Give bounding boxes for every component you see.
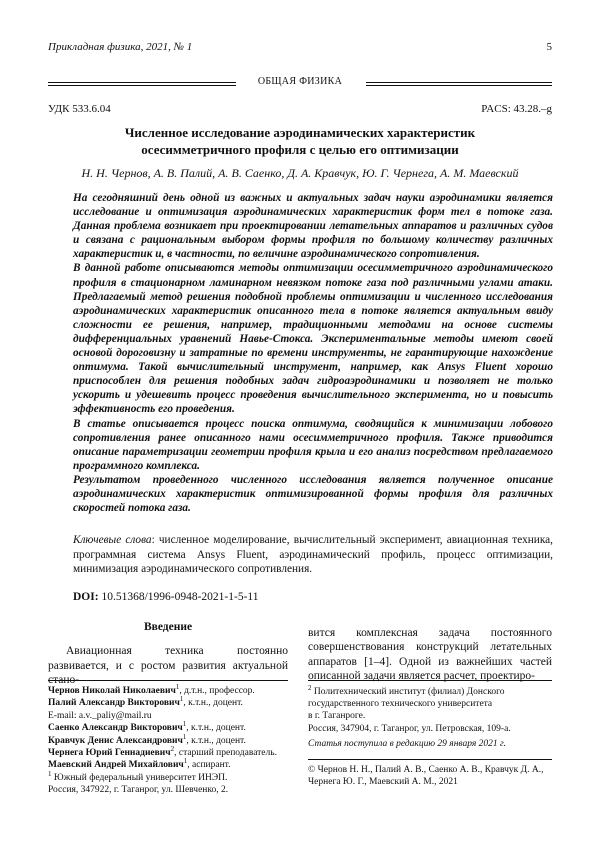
pacs-code: PACS: 43.28.–g: [481, 103, 552, 115]
intro-column-left: [48, 620, 288, 687]
abstract-paragraph-2: В данной работе описываются методы оптимизации осесимметричного аэродинамического профиля в стационарном ламинарном невязком потоке газа под различными углами атаки. Предлагаемый метод решения подобной проблемы оптимизации и численного исследования аэродинамических характеристик описанного тела в потоке является актуальным ввиду сложности ее решения, например, традиционными методами на основе системы дифференциальных уравнений Навье-Стокса. Экспериментальные методы имеют своей основой дороговизну и затратные по времени инструменты, не гарантирующие нахождение оптимума. Такой вычислительный инструмент, например, как Ansys Fluent хорошо приспособлен для решения подобных задач гидроаэродинамики и позволяет не только ускорить и удешевить процесс проведения вычислительного эксперимента, но и повысить эффективность его проведения.: [73, 262, 553, 416]
abstract-paragraph-4: Результатом проведенного численного исследования является полученное описание аэродинамических характеристик оптимизированной формы профиля для различных скоростей потока газа.: [73, 473, 553, 515]
abstract: [73, 191, 553, 515]
keywords-label: Ключевые слова: [73, 534, 152, 546]
footnote-author-line: Палий Александр Викторович$^1$, к.т.н., доцент.: [48, 695, 243, 709]
abstract-paragraph-1: На сегодняшний день одной из важных и актуальных задач науки аэродинамики является исследование и оптимизация аэродинамических характеристик форм тел в потоке газа. Данная проблема возникает при проектировании летательных аппаратов и различных судов и связана с рациональным выбором формы профиля по большому количеству различных характеристик и, в частности, по величине аэродинамического сопротивления.: [73, 192, 553, 261]
copyright-rule: [308, 759, 552, 760]
footnote-author-line: Маевский Андрей Михайлович$^1$, аспирант.: [48, 757, 231, 771]
affiliation-footnote: $^2$ Политехнический институт (филиал) Донского государственного технического университета в г. Таганроге. Россия, 347904, г. Таганрог, ул. Петровская, 109-а. Статья поступила в редакцию 29 января 2021 г.: [308, 686, 552, 750]
article-title: [48, 124, 552, 158]
footnote-email: E-mail: a.v._paliy@mail.ru: [48, 710, 152, 721]
doi-link[interactable]: 10.51368/1996-0948-2021-1-5-11: [98, 591, 259, 603]
abstract-paragraph-3: В статье описывается процесс поиска оптимума, сводящийся к минимизации лобового сопротивления ранее описанного нами осесимметричного профиля. Также приводится описание параметризации геометрии профиля крыла и его анализ посредством предлагаемого программного комплекса.: [73, 417, 553, 472]
footnote-rule-left: [48, 680, 288, 681]
footnote-author-line: Саенко Александр Викторович$^1$, к.т.н., доцент.: [48, 720, 246, 734]
received-date: Статья поступила в редакцию 29 января 2021 г.: [308, 738, 506, 749]
doi: [73, 591, 258, 603]
section-title: ОБЩАЯ ФИЗИКА: [0, 76, 600, 87]
footnote-author-line: Чернега Юрий Геннадиевич$^2$, старший преподаватель.: [48, 744, 277, 759]
journal-header: Прикладная физика, 2021, № 1: [48, 41, 193, 53]
footnote-author-line: Чернов Николай Николаевич$^1$, д.т.н., профессор.: [48, 682, 255, 696]
doi-label: DOI:: [73, 591, 99, 603]
keywords: [73, 533, 553, 577]
article-authors: Н. Н. Чернов, А. В. Палий, А. В. Саенко, Д. А. Кравчук, Ю. Г. Чернега, А. М. Маевский: [81, 166, 519, 180]
udk-code: УДК 533.6.04: [48, 103, 111, 115]
footnote-author-line: Кравчук Денис Александрович$^1$, к.т.н., доцент.: [48, 732, 246, 746]
footnote-rule-right: [308, 680, 552, 681]
footnote-address: Россия, 347922, г. Таганрог, ул. Шевченко, 2.: [48, 785, 229, 796]
article-title-line1: Численное исследование аэродинамических характеристик: [124, 125, 476, 140]
keywords-text: : численное моделирование, вычислительный эксперимент, авиационная техника, программная система Ansys Fluent, аэродинамический профиль, процесс оптимизации, минимизация аэродинамического сопротивления.: [73, 534, 553, 575]
page-number: 5: [546, 41, 552, 53]
footnote-affiliation: $^1$ Южный федеральный университет ИНЭП.: [48, 769, 228, 783]
intro-text-left: Авиационная техника постоянно развивается, и с ростом развития актуальной стано-: [48, 645, 288, 686]
copyright: © Чернов Н. Н., Палий А. В., Саенко А. В., Кравчук Д. А., Чернега Ю. Г., Маевский А. М., 2021: [308, 765, 544, 788]
intro-heading: Введение: [143, 621, 193, 633]
article-title-line2: осесимметричного профиля с целью его оптимизации: [141, 142, 459, 157]
intro-column-right: вится комплексная задача постоянного совершенствования конструкций летательных аппаратов [1–4]. Одной из важнейших частей описанной задачи является расчет, проектиро-: [308, 627, 552, 682]
author-footnotes: [48, 682, 292, 797]
